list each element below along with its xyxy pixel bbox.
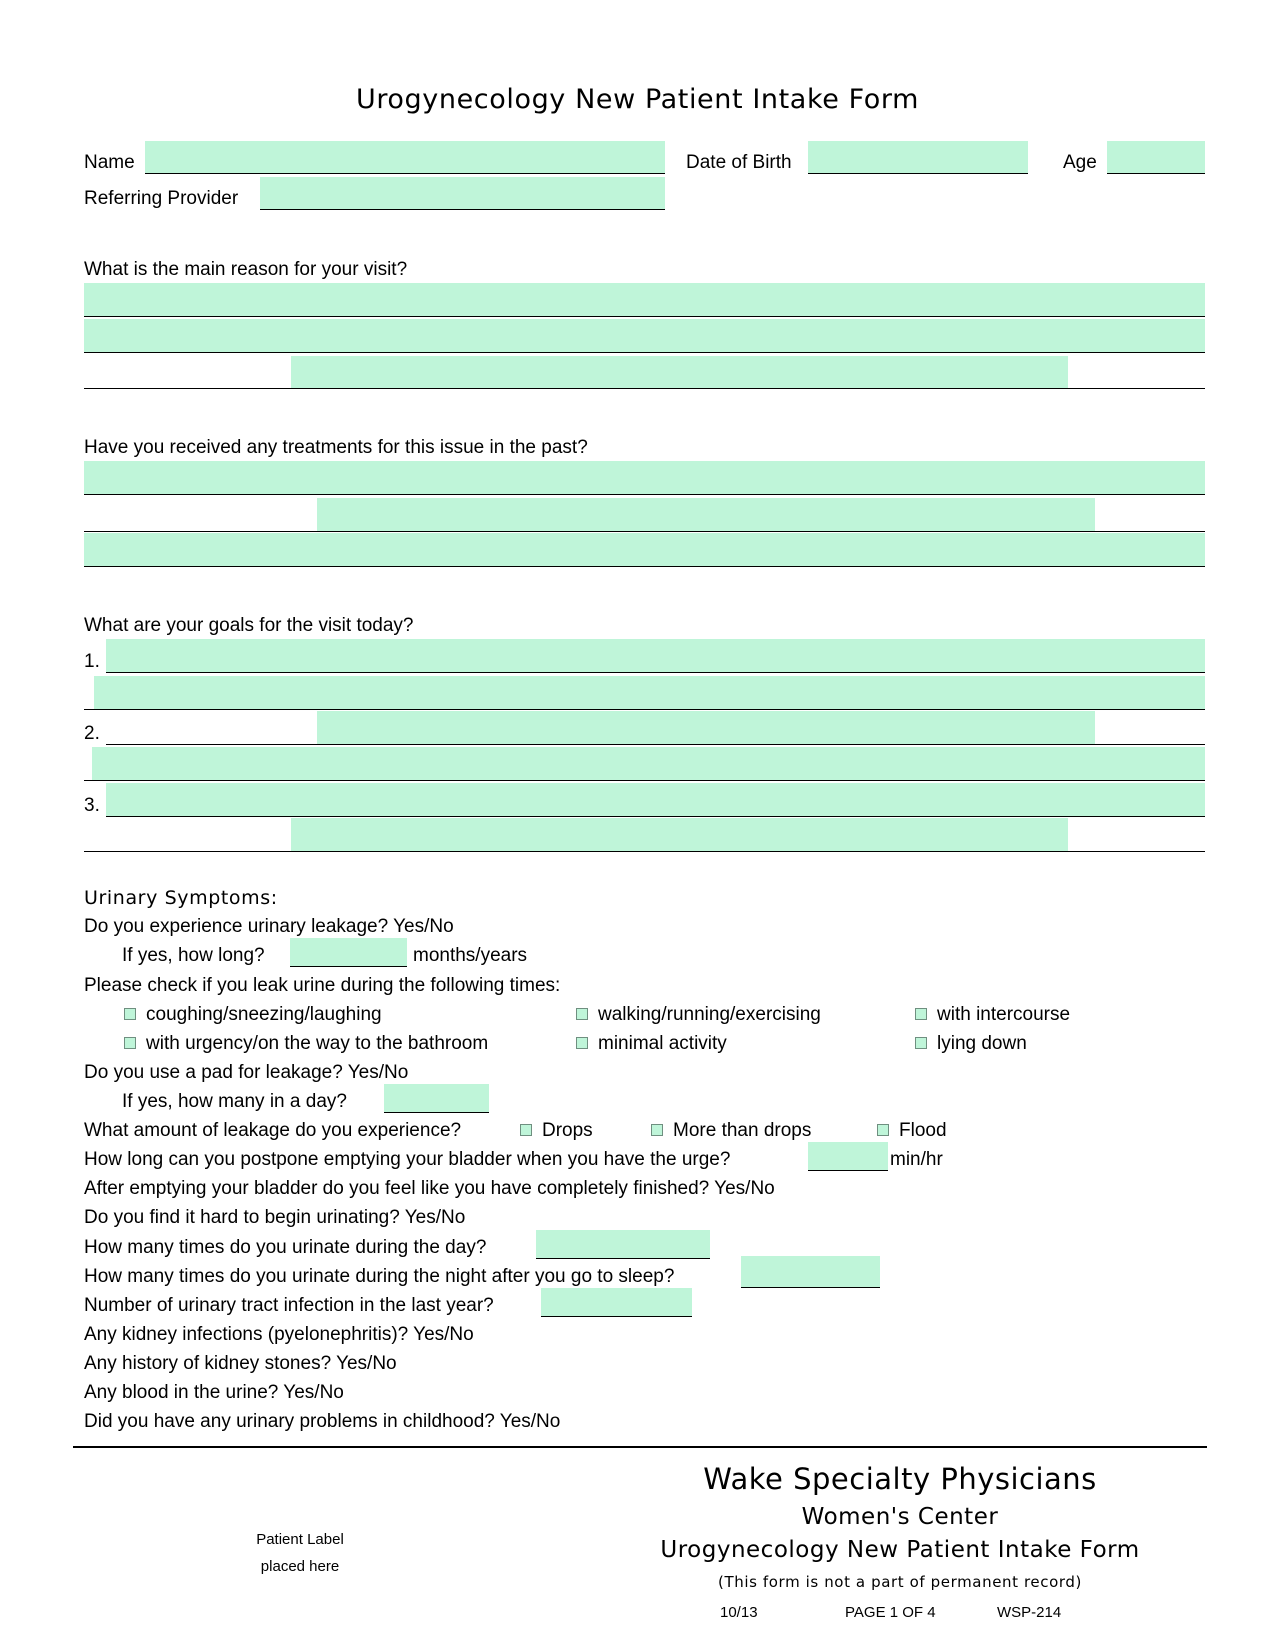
postpone-field[interactable] — [808, 1142, 888, 1171]
goal-3-line-1[interactable] — [106, 783, 1205, 817]
checkbox-coughing-label: coughing/sneezing/laughing — [146, 1004, 382, 1025]
footer-form-name: Urogynecology New Patient Intake Form — [660, 1537, 1140, 1563]
footer-note: (This form is not a part of permanent record) — [718, 1573, 1082, 1591]
footer-date: 10/13 — [720, 1604, 758, 1621]
kidney-infection-question: Any kidney infections (pyelonephritis)? Yes/No — [84, 1324, 474, 1345]
goal-2-line-1[interactable] — [317, 711, 1095, 744]
uti-question: Number of urinary tract infection in the last year? — [84, 1295, 494, 1316]
main-reason-line-3[interactable] — [291, 356, 1068, 388]
finished-question: After emptying your bladder do you feel like you have completely finished? Yes/No — [84, 1178, 775, 1199]
checkbox-flood-label: Flood — [899, 1120, 947, 1141]
goal-3-line-2[interactable] — [291, 818, 1068, 851]
checkbox-flood[interactable] — [877, 1124, 889, 1136]
goal-number-3: 3. — [84, 795, 100, 816]
uti-field[interactable] — [541, 1288, 692, 1317]
pad-many-label: If yes, how many in a day? — [122, 1091, 347, 1112]
checkbox-more-than-drops-label: More than drops — [673, 1120, 812, 1141]
pad-question: Do you use a pad for leakage? Yes/No — [84, 1062, 409, 1083]
checkbox-walking[interactable] — [576, 1008, 588, 1020]
main-reason-question: What is the main reason for your visit? — [84, 259, 408, 280]
postpone-question: How long can you postpone emptying your bladder when you have the urge? — [84, 1149, 731, 1170]
goal-1-line-2-rule — [84, 709, 1205, 710]
checkbox-urgency-label: with urgency/on the way to the bathroom — [146, 1033, 489, 1054]
footer-org: Wake Specialty Physicians — [703, 1462, 1097, 1496]
checkbox-lying-down-label: lying down — [937, 1033, 1027, 1054]
treatments-question: Have you received any treatments for this issue in the past? — [84, 437, 588, 458]
checkbox-intercourse[interactable] — [915, 1008, 927, 1020]
footer-center: Women's Center — [801, 1504, 999, 1530]
checkbox-lying-down[interactable] — [915, 1037, 927, 1049]
pad-many-field[interactable] — [384, 1084, 489, 1113]
how-long-field[interactable] — [290, 938, 407, 967]
footer-page: PAGE 1 OF 4 — [845, 1604, 936, 1621]
dob-label: Date of Birth — [686, 152, 792, 173]
night-field[interactable] — [741, 1256, 880, 1288]
treatments-line-2-rule — [84, 531, 1205, 532]
leakage-question: Do you experience urinary leakage? Yes/No — [84, 916, 454, 937]
blood-question: Any blood in the urine? Yes/No — [84, 1382, 344, 1403]
treatments-line-3[interactable] — [84, 533, 1205, 567]
goals-question: What are your goals for the visit today? — [84, 615, 414, 636]
months-years-label: months/years — [413, 945, 528, 966]
day-question: How many times do you urinate during the day? — [84, 1237, 487, 1258]
urinary-heading: Urinary Symptoms: — [84, 887, 278, 909]
goal-2-line-2[interactable] — [92, 747, 1205, 780]
goal-number-1: 1. — [84, 651, 100, 672]
patient-label-line-1: Patient Label — [256, 1531, 344, 1548]
kidney-stones-question: Any history of kidney stones? Yes/No — [84, 1353, 397, 1374]
form-title: Urogynecology New Patient Intake Form — [355, 84, 920, 115]
amount-question: What amount of leakage do you experience? — [84, 1120, 462, 1141]
footer-code: WSP-214 — [997, 1604, 1062, 1621]
checkbox-more-than-drops[interactable] — [651, 1124, 663, 1136]
checkbox-drops-label: Drops — [542, 1120, 593, 1141]
goal-number-2: 2. — [84, 723, 100, 744]
begin-question: Do you find it hard to begin urinating? Yes/No — [84, 1207, 466, 1228]
checkbox-minimal-activity-label: minimal activity — [598, 1033, 727, 1054]
postpone-unit: min/hr — [890, 1149, 943, 1170]
footer-divider — [73, 1446, 1207, 1448]
treatments-line-1[interactable] — [84, 461, 1205, 495]
day-field[interactable] — [536, 1230, 710, 1259]
checkbox-urgency[interactable] — [124, 1037, 136, 1049]
treatments-line-2[interactable] — [317, 498, 1095, 531]
age-label: Age — [1063, 152, 1097, 173]
name-field[interactable] — [145, 141, 665, 174]
goal-1-line-1[interactable] — [106, 639, 1205, 673]
how-long-label: If yes, how long? — [122, 945, 265, 966]
main-reason-line-3-rule — [84, 388, 1205, 389]
goal-1-line-2[interactable] — [94, 676, 1205, 709]
night-question: How many times do you urinate during the night after you go to sleep? — [84, 1266, 675, 1287]
childhood-question: Did you have any urinary problems in childhood? Yes/No — [84, 1411, 561, 1432]
age-field[interactable] — [1107, 141, 1205, 174]
checkbox-intercourse-label: with intercourse — [937, 1004, 1071, 1025]
goal-2-line-1-rule — [106, 744, 1205, 745]
referring-label: Referring Provider — [84, 188, 239, 209]
checkbox-coughing[interactable] — [124, 1008, 136, 1020]
checkbox-walking-label: walking/running/exercising — [598, 1004, 821, 1025]
goal-3-line-2-rule — [84, 851, 1205, 852]
referring-field[interactable] — [260, 177, 665, 210]
goal-2-line-2-rule — [84, 780, 1205, 781]
check-times-label: Please check if you leak urine during the following times: — [84, 975, 561, 996]
name-label: Name — [84, 152, 135, 173]
dob-field[interactable] — [808, 141, 1028, 174]
checkbox-drops[interactable] — [520, 1124, 532, 1136]
main-reason-line-1[interactable] — [84, 283, 1205, 317]
main-reason-line-2[interactable] — [84, 319, 1205, 353]
checkbox-minimal-activity[interactable] — [576, 1037, 588, 1049]
patient-label-line-2: placed here — [260, 1558, 340, 1575]
